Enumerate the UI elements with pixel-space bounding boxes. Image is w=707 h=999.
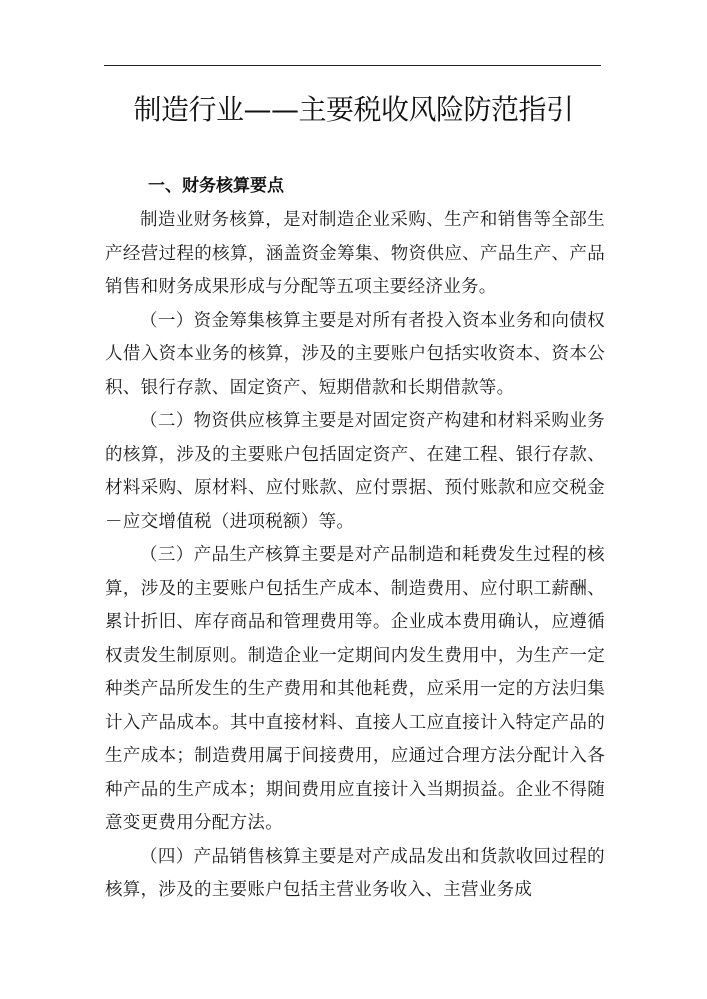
- paragraph-capital-raising: （一）资金筹集核算主要是对所有者投入资本业务和向债权人借入资本业务的核算，涉及的主要账户包括实收资本、资本公积、银行存款、固定资产、短期借款和长期借款等。: [105, 310, 605, 398]
- paragraph-intro: 制造业财务核算，是对制造企业采购、生产和销售等全部生产经营过程的核算，涵盖资金筹集、物资供应、产品生产、产品销售和财务成果形成与分配等五项主要经济业务。: [105, 210, 605, 297]
- document-title: 制造行业——主要税收风险防范指引: [133, 93, 574, 126]
- body-text: [105, 204, 605, 908]
- paragraph-material-supply: （二）物资供应核算主要是对固定资产构建和材料采购业务的核算，涉及的主要账户包括固定资产、在建工程、银行存款、材料采购、原材料、应付账款、应付票据、预付账款和应交税金－应交增值税（进项税额）等。: [105, 411, 605, 532]
- header-rule: [104, 65, 601, 66]
- paragraph-production: （三）产品生产核算主要是对产品制造和耗费发生过程的核算，涉及的主要账户包括生产成本、制造费用、应付职工薪酬、累计折旧、库存商品和管理费用等。企业成本费用确认，应遵循权责发生制原则。制造企业一定期间内发生费用中，为生产一定种类产品所发生的生产费用和其他耗费，应采用一定的方法归集计入产品成本。其中直接材料、直接人工应直接计入特定产品的生产成本；制造费用属于间接费用，应通过合理方法分配计入各种产品的生产成本；期间费用应直接计入当期损益。企业不得随意变更费用分配方法。: [105, 545, 605, 833]
- paragraph-sales: （四）产品销售核算主要是对产成品发出和货款收回过程的核算，涉及的主要账户包括主营业务收入、主营业务成: [105, 846, 605, 900]
- section-heading: 一、财务核算要点: [148, 176, 284, 196]
